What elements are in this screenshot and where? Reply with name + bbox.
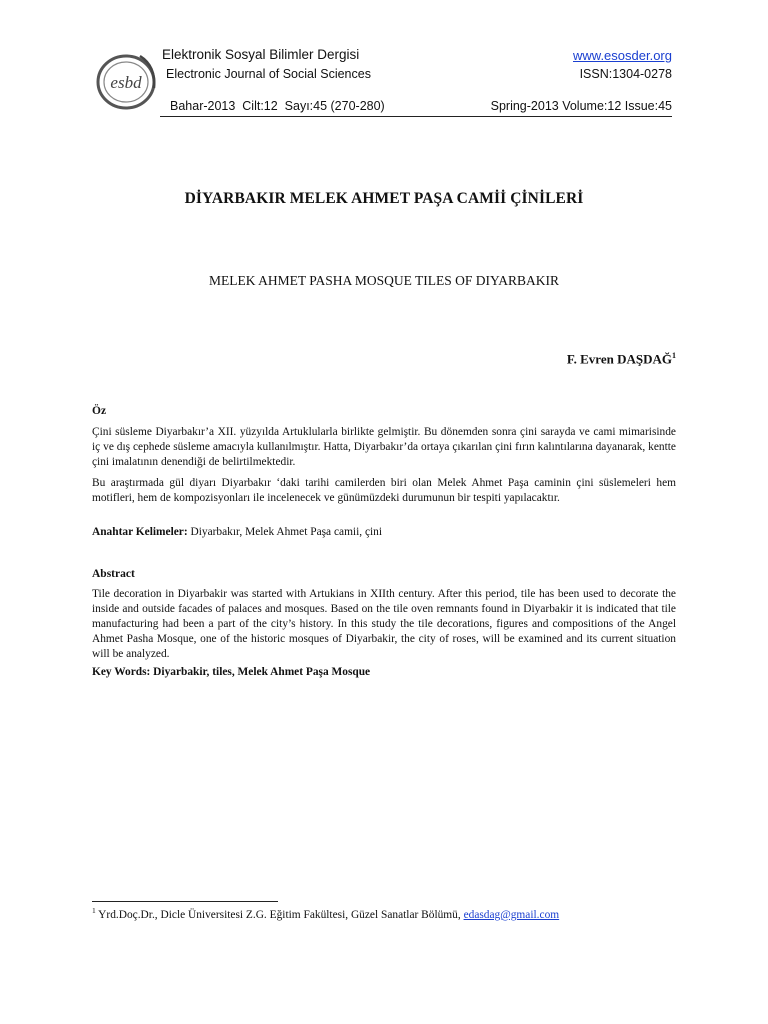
- author-name-text: F. Evren DAŞDAĞ: [566, 351, 672, 367]
- oz-keywords-label: Anahtar Kelimeler:: [92, 526, 188, 538]
- oz-paragraph-1: Çini süsleme Diyarbakır’a XII. yüzyılda Artuklularla birlikte gelmiştir. Bu dönemden sonra çini sarayda ve cami mimarisinde iç ve dış cephede süsleme amacıyla kullanılmıştır. Hatta, Diyarbakır’da ortaya çıkarılan çini fırın kalıntılarına dayanarak, kentte çini imalatının denendiği de belirtilmektedir.: [92, 426, 676, 468]
- issue-info-en: Spring-2013 Volume:12 Issue:45: [490, 99, 672, 113]
- header-divider: [160, 116, 672, 117]
- footnote-text: Yrd.Doç.Dr., Dicle Üniversitesi Z.G. Eğitim Fakültesi, Güzel Sanatlar Bölümü,: [95, 908, 464, 921]
- paper-subtitle: MELEK AHMET PASHA MOSQUE TILES OF DIYARBAKIR: [208, 273, 560, 288]
- oz-keywords: [92, 526, 382, 538]
- journal-logo-icon: [94, 48, 164, 112]
- abstract-paragraph: Tile decoration in Diyarbakir was started with Artukians in XIIth century. After this period, tile has been used to decorate the inside and outside facades of palaces and mosques. Based on the tile oven remnants found in Diyarbakir it is indicated that tile manufacturing had been a part of the city’s history. In this study the tile decorations, figures and compositions of the Angel Ahmet Pasha Mosque, one of the historic mosques of Diyarbakir, the city of roses, will be examined and its current situation will be analyzed.: [92, 588, 676, 660]
- oz-paragraph-2: Bu araştırmada gül diyarı Diyarbakır ‘daki tarihi camilerden biri olan Melek Ahmet Paşa caminin çini süslemeleri hem motifleri, hem de kompozisyonları ile incelenecek ve günümüzdeki durumunun bir tespiti yapılacaktır.: [92, 477, 676, 504]
- journal-name-tr: Elektronik Sosyal Bilimler Dergisi: [162, 47, 360, 62]
- abstract-heading: Abstract: [92, 568, 135, 580]
- footnote-divider: [92, 901, 278, 902]
- paper-title: DİYARBAKIR MELEK AHMET PAŞA CAMİİ ÇİNİLERİ: [184, 190, 584, 207]
- logo-text: esbd: [110, 73, 142, 92]
- oz-heading: Öz: [92, 405, 107, 417]
- footnote-mark: 1: [92, 906, 96, 915]
- oz-keywords-text: Diyarbakır, Melek Ahmet Paşa camii, çini: [187, 526, 383, 538]
- journal-issn: ISSN:1304-0278: [579, 67, 672, 81]
- journal-name-en: Electronic Journal of Social Sciences: [166, 67, 371, 81]
- abstract-keywords: [92, 666, 370, 678]
- footnote-email-link[interactable]: edasdag@gmail.com: [463, 908, 560, 921]
- journal-url-link[interactable]: www.esosder.org: [573, 48, 672, 63]
- author-name: [567, 351, 676, 367]
- issue-info-tr: Bahar-2013 Cilt:12 Sayı:45 (270-280): [170, 99, 385, 113]
- author-footnote-mark: 1: [672, 351, 676, 360]
- abstract-keywords-label: Key Words: Diyarbakir, tiles, Melek Ahmet Paşa Mosque: [92, 666, 371, 678]
- footnote: [92, 906, 559, 921]
